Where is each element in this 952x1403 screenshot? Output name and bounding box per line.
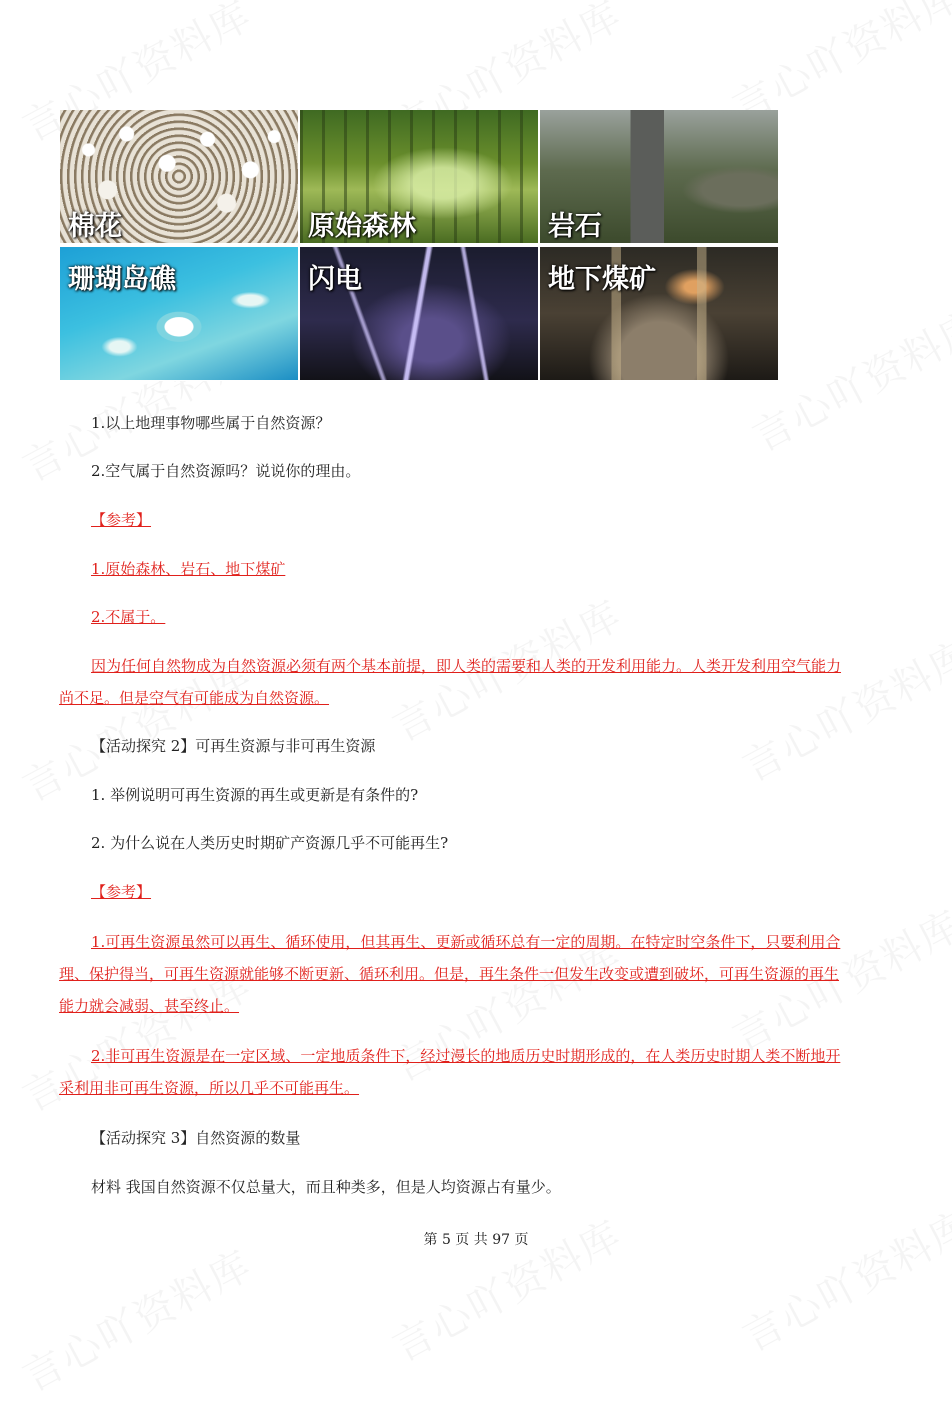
image-label: 地下煤矿 <box>548 264 656 295</box>
reference-heading: 【参考】 <box>91 511 152 529</box>
image-label: 岩石 <box>548 211 602 242</box>
activity-2-answer-2: 2.非可再生资源是在一定区域、一定地质条件下，经过漫长的地质历史时期形成的，在人类历史时期人类不断地开采利用非可再生资源，所以几乎不可能再生。 <box>59 1047 841 1097</box>
image-cotton <box>60 110 298 243</box>
watermark <box>11 1234 260 1403</box>
question-2: 2.空气属于自然资源吗？说说你的理由。 <box>91 462 361 480</box>
image-label: 珊瑚岛礁 <box>68 264 176 295</box>
image-primeval-forest <box>300 110 538 243</box>
image-label: 原始森林 <box>308 211 416 242</box>
resource-image-grid <box>60 110 779 381</box>
activity-2-heading: 【活动探究 2】可再生资源与非可再生资源 <box>91 737 376 755</box>
reference-heading: 【参考】 <box>91 883 152 901</box>
answer-2: 2.不属于。 <box>91 608 166 626</box>
activity-2-answer-1: 1.可再生资源虽然可以再生、循环使用，但其再生、更新或循环总有一定的周期。在特定时空条件下，只要利用合理、保护得当，可再生资源就能够不断更新、循环利用。但是，再生条件一但发生改变或遭到破坏，可再生资源的再生能力就会减弱、甚至终止。 <box>59 933 841 1015</box>
answer-2-explanation: 因为任何自然物成为自然资源必须有两个基本前提，即人类的需要和人类的开发利用能力。人类开发利用空气能力尚不足。但是空气有可能成为自然资源。 <box>59 657 842 707</box>
image-label: 棉花 <box>68 211 122 242</box>
activity-2-question-1: 1. 举例说明可再生资源的再生或更新是有条件的? <box>91 786 419 804</box>
image-coal-mine <box>540 247 778 380</box>
image-label: 闪电 <box>308 264 362 295</box>
material-text: 材料 我国自然资源不仅总量大，而且种类多，但是人均资源占有量少。 <box>91 1178 561 1196</box>
activity-3-heading: 【活动探究 3】自然资源的数量 <box>91 1129 301 1147</box>
image-lightning <box>300 247 538 380</box>
page-footer: 第 5 页 共 97 页 <box>423 1232 529 1248</box>
watermark <box>731 1194 952 1363</box>
image-coral-reef <box>60 247 298 380</box>
image-rock <box>540 110 778 243</box>
answer-1: 1.原始森林、岩石、地下煤矿 <box>91 560 286 578</box>
question-1: 1.以上地理事物哪些属于自然资源？ <box>91 414 331 432</box>
activity-2-question-2: 2. 为什么说在人类历史时期矿产资源几乎不可能再生? <box>91 834 449 852</box>
